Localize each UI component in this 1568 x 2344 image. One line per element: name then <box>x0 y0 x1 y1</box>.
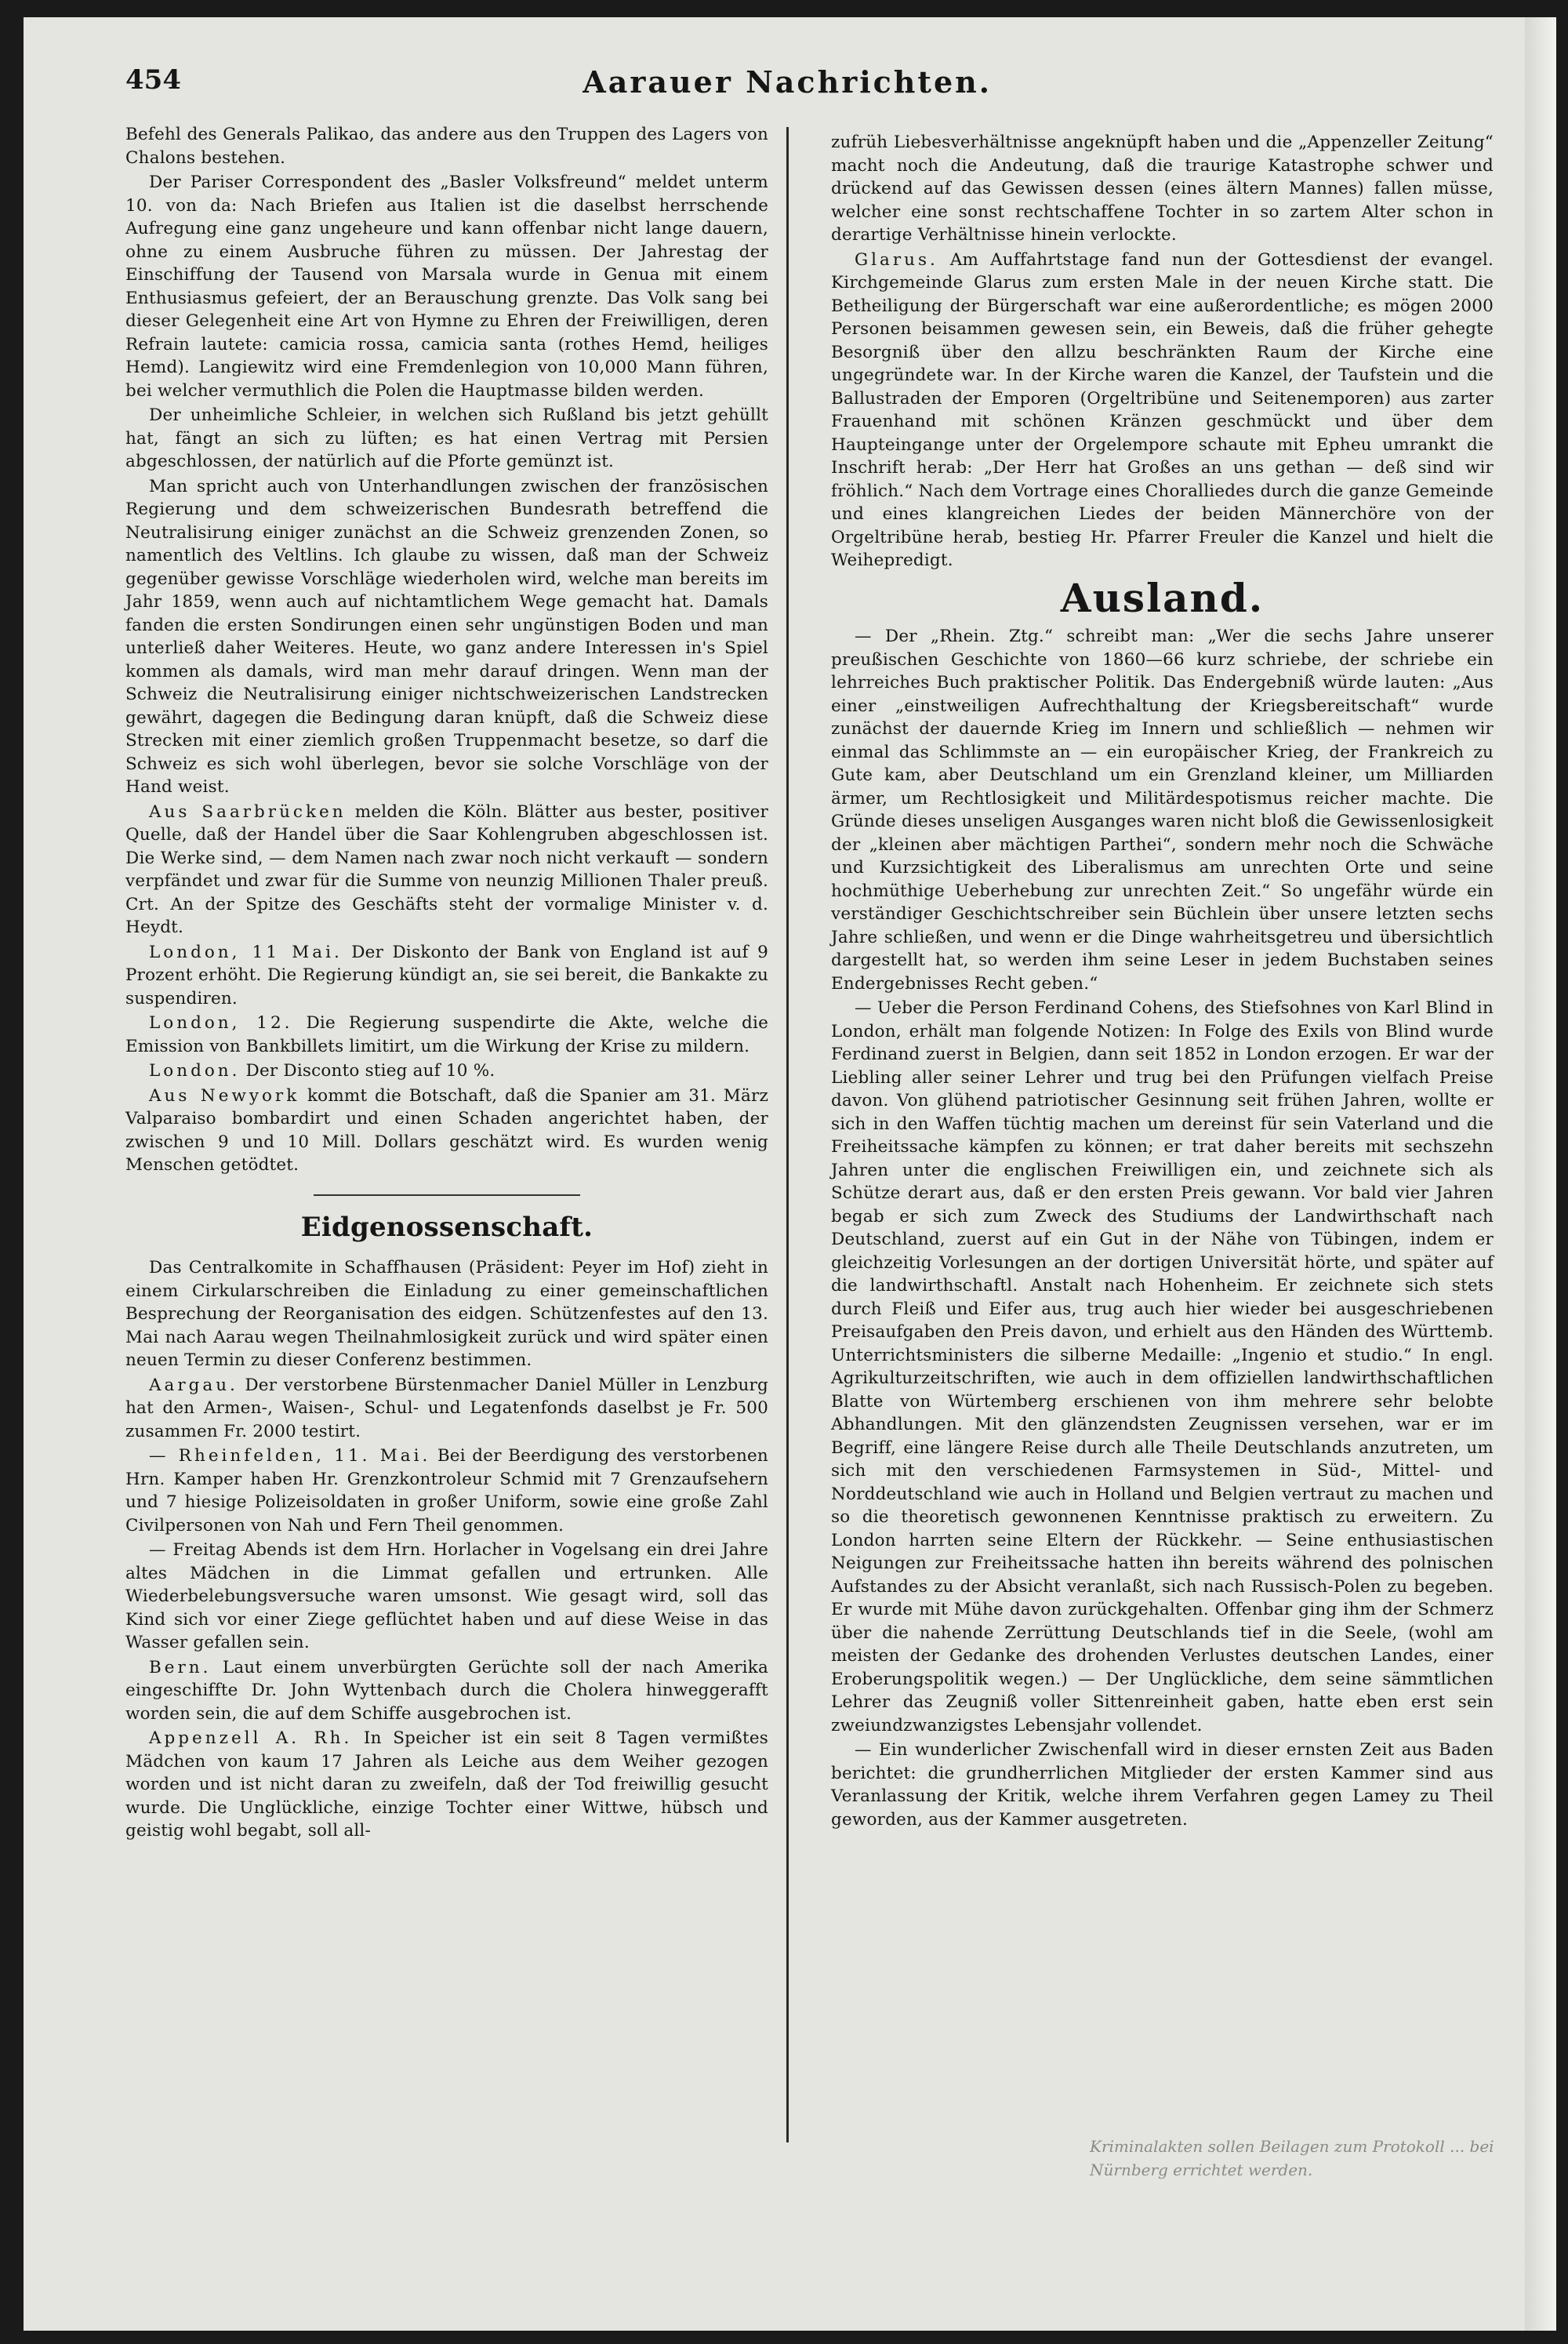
dateline: Glarus. <box>855 249 938 270</box>
article-paragraph: Aus Saarbrücken melden die Köln. Blätter aus bester, positiver Quelle, daß der Handel über die Saar Kohlengruben abgeschlossen ist. Die Werke sind, — dem Namen nach zwar noch nicht verkauft — sondern verpfändet und zwar für die Summe von neunzig Millionen Thaler preuß. Crt. An der Spitze des Geschäfts steht der vormalige Minister v. d. Heydt. <box>125 801 768 937</box>
article-paragraph: Glarus. Am Auffahrtstage fand nun der Gottesdienst der evangel. Kirchgemeinde Glarus zum ersten Male in der neuen Kirche statt. Die Betheiligung der Bürgerschaft war eine außerordentliche; es mögen 2000 Personen beisammen gewesen sein, ein Beweis, daß die früher gehegte Besorgniß über den allzu beschränkten Raum der Kirche eine ungegründete war. In der Kirche waren die Kanzel, der Taufstein und die Ballustraden der Emporen (Orgeltribüne und Seitenemporen) aus zarter Frauenhand mit schönen Kränzen geschmückt und über dem Haupteingange unter der Orgelempore schaute mit Epheu umrankt die Inschrift herab: „Der Herr hat Großes an uns gethan — deß sind wir fröhlich.“ Nach dem Vortrage eines Choralliedes durch die ganze Gemeinde und eines klangreichen Liedes der beiden Männerchöre von der Orgeltribüne herab, bestieg Hr. Pfarrer Freuler die Kanzel und hielt die Weihepredigt. <box>831 249 1494 570</box>
newspaper-page <box>24 17 1556 2331</box>
article-paragraph: — Freitag Abends ist dem Hrn. Horlacher in Vogelsang ein drei Jahre altes Mädchen in die Limmat gefallen und ertrunken. Alle Wiederbelebungsversuche waren umsonst. Wie gesagt wird, soll das Kind sich vor einer Ziege geflüchtet haben und auf diese Weise in das Wasser gefallen sein. <box>125 1540 768 1652</box>
dateline: London. <box>149 1061 241 1081</box>
article-paragraph: — Ueber die Person Ferdinand Cohens, des Stiefsohnes von Karl Blind in London, erhält man folgende Notizen: In Folge des Exils von Blind wurde Ferdinand zuerst in Belgien, dann seit 1852 in London erzogen. Er war der Liebling aller seiner Lehrer und trug bei den Prüfungen vielfach Preise davon. Von glühend patriotischer Gesinnung seit frühen Jahren, wollte er sich in den Waffen tüchtig machen um dereinst für sein Vaterland und die Freiheitssache kämpfen zu können; er trat daher bereits mit sechszehn Jahren unter die englischen Freiwilligen ein, und zeichnete sich als Schütze derart aus, daß er den ersten Preis gewann. Vor bald vier Jahren begab er sich zum Zweck des Studiums der Landwirthschaft nach Deutschland, zuerst auf ein Gut in der Nähe von Tübingen, indem er gleichzeitig Vorlesungen an der dortigen Universität hörte, und später auf die landwirthschaftl. Anstalt nach Hohenheim. Er zeichnete sich stets durch Fleiß und Eifer aus, trug auch hier wieder bei ausgeschriebenen Preisaufgaben den Preis davon, und erhielt aus den Händen des Württemb. Unterrichtsministers die silberne Medaille: „Ingenio et studio.“ In engl. Agrikulturzeitschriften, wie auch in dem offiziellen landwirthschaftlichen Blatte von Würtemberg erschienen von ihm mehrere sehr belobte Abhandlungen. Mit den glänzendsten Zeugnissen versehen, war er im Begriff, eine längere Reise durch alle Theile Deutschlands anzutreten, um sich mit den verschiedenen Farmsystemen in Süd-, Mittel- und Norddeutschland wie auch in Holland und Belgien vertraut zu machen und so die theoretisch gewonnenen Kenntnisse praktisch zu erweitern. Zu London harrten seine Eltern der Rückkehr. — Seine enthusiastischen Neigungen zur Freiheitssache hatten ihn bereits während des polnischen Aufstandes zu der Absicht veranlaßt, sich nach Russisch-Polen zu begeben. Er wurde mit Mühe davon zurückgehalten. Offenbar ging ihm der Schmerz über die nahende Zerrüttung Deutschlands tief in die Seele, (wohl am meisten der Gedanke des drohenden Verlustes deutschen Landes, einer Eroberungspolitik wegen.) — Der Unglückliche, dem seine sämmtlichen Lehrer das Zeugniß voller Sittenreinheit gaben, hatte eben erst sein zweiundzwanzigstes Lebensjahr vollendet. <box>831 998 1494 1735</box>
page-number: 454 <box>125 64 181 96</box>
column-divider <box>786 127 789 2142</box>
dateline: Bern. <box>149 1657 212 1677</box>
dateline: — Rheinfelden, 11. Mai. <box>149 1446 431 1466</box>
article-paragraph: — Ein wunderlicher Zwischenfall wird in dieser ernsten Zeit aus Baden berichtet: die grundherrlichen Mitglieder der ersten Kammer sind aus Veranlassung der Kritik, welche ihrem Verfahren gegen Lamey zu Theil geworden, aus der Kammer ausgetreten. <box>831 1740 1494 1830</box>
article-paragraph: London. Der Disconto stieg auf 10 %. <box>149 1061 495 1081</box>
article-paragraph: Aus Newyork kommt die Botschaft, daß die Spanier am 31. März Valparaiso bombardirt und einen Schaden angerichtet haben, der zwischen 9 und 10 Mill. Dollars geschätzt wird. Es wurden wenig Menschen getödtet. <box>125 1085 768 1175</box>
article-paragraph: Appenzell A. Rh. In Speicher ist ein seit 8 Tagen vermißtes Mädchen von kaum 17 Jahren als Leiche aus dem Weiher gezogen worden und ist nicht daran zu zweifeln, daß der Tod freiwillig gesucht wurde. Die Unglückliche, einzige Tochter einer Wittwe, hübsch und geistig wohl begabt, soll all- <box>125 1728 768 1841</box>
article-paragraph: Der Pariser Correspondent des „Basler Volksfreund“ meldet unterm 10. von da: Nach Briefen aus Italien ist die daselbst herrschende Aufregung eine ganz ungeheure und kann offenbar nicht lange dauern, ohne zu einem Ausbruche führen zu müssen. Der Jahrestag der Einschiffung der Tausend von Marsala wurde in Genua mit einem Enthusiasmus gefeiert, der an Berauschung grenzte. Das Volk sang bei dieser Gelegenheit eine Art von Hymne zu Ehren der Freiwilligen, deren Refrain lautete: camicia rossa, camicia santa (rothes Hemd, heiliges Hemd). Langiewitz wird eine Fremdenlegion von 10,000 Mann führen, bei welcher vermuthlich die Polen die Hauptmasse bilden werden. <box>125 173 768 401</box>
article-paragraph: Der unheimliche Schleier, in welchen sich Rußland bis jetzt gehüllt hat, fängt an sich zu lüften; es hat einen Vertrag mit Persien abgeschlossen, der natürlich auf die Pforte gemünzt ist. <box>125 405 768 471</box>
page-fold-shadow <box>1525 17 1556 2331</box>
page-header <box>125 64 992 111</box>
masthead: Aarauer Nachrichten. <box>583 64 992 100</box>
section-title-ausland: Ausland. <box>1060 574 1265 621</box>
right-column <box>831 131 1494 1833</box>
article-paragraph: Bern. Laut einem unverbürgten Gerüchte soll der nach Amerika eingeschiffte Dr. John Wyttenbach durch die Cholera hinweggerafft worden sein, die auf dem Schiffe ausgebrochen ist. <box>125 1657 768 1724</box>
left-column <box>125 123 768 1844</box>
section-rule <box>314 1194 580 1196</box>
dateline: Aus Newyork <box>149 1085 300 1106</box>
dateline: Aus Saarbrücken <box>149 801 347 822</box>
article-paragraph: zufrüh Liebesverhältnisse angeknüpft haben und die „Appenzeller Zeitung“ macht noch die Andeutung, daß die traurige Katastrophe schwer und drückend auf das Gewissen dessen (eines ältern Mannes) fallen müsse, welcher eine sonst rechtschaffene Tochter in so zartem Alter schon in derartige Verhältnisse hinein verlockte. <box>831 133 1494 245</box>
section-title-eidgenossenschaft: Eidgenossenschaft. <box>300 1211 593 1243</box>
article-paragraph: Aargau. Der verstorbene Bürstenmacher Daniel Müller in Lenzburg hat den Armen-, Waisen-, Schul- und Legatenfonds daselbst je Fr. 500 zusammen Fr. 2000 testirt. <box>125 1375 768 1441</box>
article-paragraph: — Rheinfelden, 11. Mai. Bei der Beerdigung des verstorbenen Hrn. Kamper haben Hr. Grenzkontroleur Schmid mit 7 Grenzaufsehern und 7 hiesige Polizeisoldaten in großer Uniform, sowie eine große Zahl Civilpersonen von Nah und Fern Theil genommen. <box>125 1446 768 1535</box>
article-paragraph: Befehl des Generals Palikao, das andere aus den Truppen des Lagers von Chalons bestehen. <box>125 125 768 168</box>
dateline: Aargau. <box>149 1375 238 1395</box>
show-through-text: Kriminalakten sollen Beilagen zum Protokoll ... bei Nürnberg errichtet werden. <box>1090 2137 1494 2179</box>
article-paragraph: Man spricht auch von Unterhandlungen zwischen der französischen Regierung und dem schweizerischen Bundesrath betreffend die Neutralisirung einiger zunächst an die Schweiz grenzenden Zonen, so namentlich des Veltlins. Ich glaube zu wissen, daß man der Schweiz gegenüber gewisse Vorschläge wiederholen wird, welche man bereits im Jahr 1859, wenn auch auf nichtamtlichem Wege gemacht hat. Damals fanden die ersten Sondirungen einen sehr ungünstigen Boden und man unterließ daher Weiteres. Heute, wo ganz andere Interessen in's Spiel kommen als damals, wird man mehr darauf dringen. Wenn man der Schweiz die Neutralisirung einiger nichtschweizerischen Landstrecken gewährt, dagegen die Bedingung daran knüpft, daß die Schweiz diese Strecken mit einer ziemlich großen Truppenmacht besetze, so darf die Schweiz es sich wohl überlegen, bevor sie solche Vorschläge von der Hand weist. <box>125 476 768 797</box>
article-paragraph: — Der „Rhein. Ztg.“ schreibt man: „Wer die sechs Jahre unserer preußischen Geschichte von 1860—66 kurz schriebe, der schriebe ein lehrreiches Buch praktischer Politik. Das Endergebniß würde lauten: „Aus einer „einstweiligen Aufrechthaltung der Kriegsbereitschaft“ wurde zunächst der dauernde Krieg im Innern und schließlich — nehmen wir einmal das Schlimmste an — ein europäischer Krieg, der Frankreich zu Gute kam, aber Deutschland um ein Grenzland kleiner, um Milliarden ärmer, um Rechtlosigkeit und Militärdespotismus reicher machte. Die Gründe dieses unseligen Ausganges waren nicht bloß die Gewissenlosigkeit der „kleinen aber mächtigen Parthei“, sondern mehr noch die Schwäche und Kurzsichtigkeit des Liberalismus am unrechten Orte und seine hochmüthige Ueberhebung zur unrechten Zeit.“ So ungefähr würde ein verständiger Geschichtschreiber sein Büchlein über unsere letzten sechs Jahre schließen, und wenn er die Dinge wahrheitsgetreu und übersichtlich dargestellt hat, so werden ihm seine Leser in jedem Buchstaben seines Endergebnisses Recht geben.“ <box>831 627 1494 994</box>
article-paragraph: London, 12. Die Regierung suspendirte die Akte, welche die Emission von Bankbillets limitirt, um die Wirkung der Krise zu mildern. <box>125 1013 768 1056</box>
article-paragraph: London, 11 Mai. Der Diskonto der Bank von England ist auf 9 Prozent erhöht. Die Regierung kündigt an, sie sei bereit, die Bankakte zu suspendiren. <box>125 942 768 1008</box>
dateline: London, 12. <box>149 1013 293 1033</box>
article-paragraph: Das Centralkomite in Schaffhausen (Präsident: Peyer im Hof) zieht in einem Cirkularschreiben die Einladung zu einer gemeinschaftlichen Besprechung der Reorganisation des eidgen. Schützenfestes auf den 13. Mai nach Aarau wegen Theilnahmlosigkeit zurück und wird später einen neuen Termin zu dieser Conferenz bestimmen. <box>125 1258 768 1370</box>
dateline: Appenzell A. Rh. <box>149 1728 353 1748</box>
dateline: London, 11 Mai. <box>149 942 343 962</box>
